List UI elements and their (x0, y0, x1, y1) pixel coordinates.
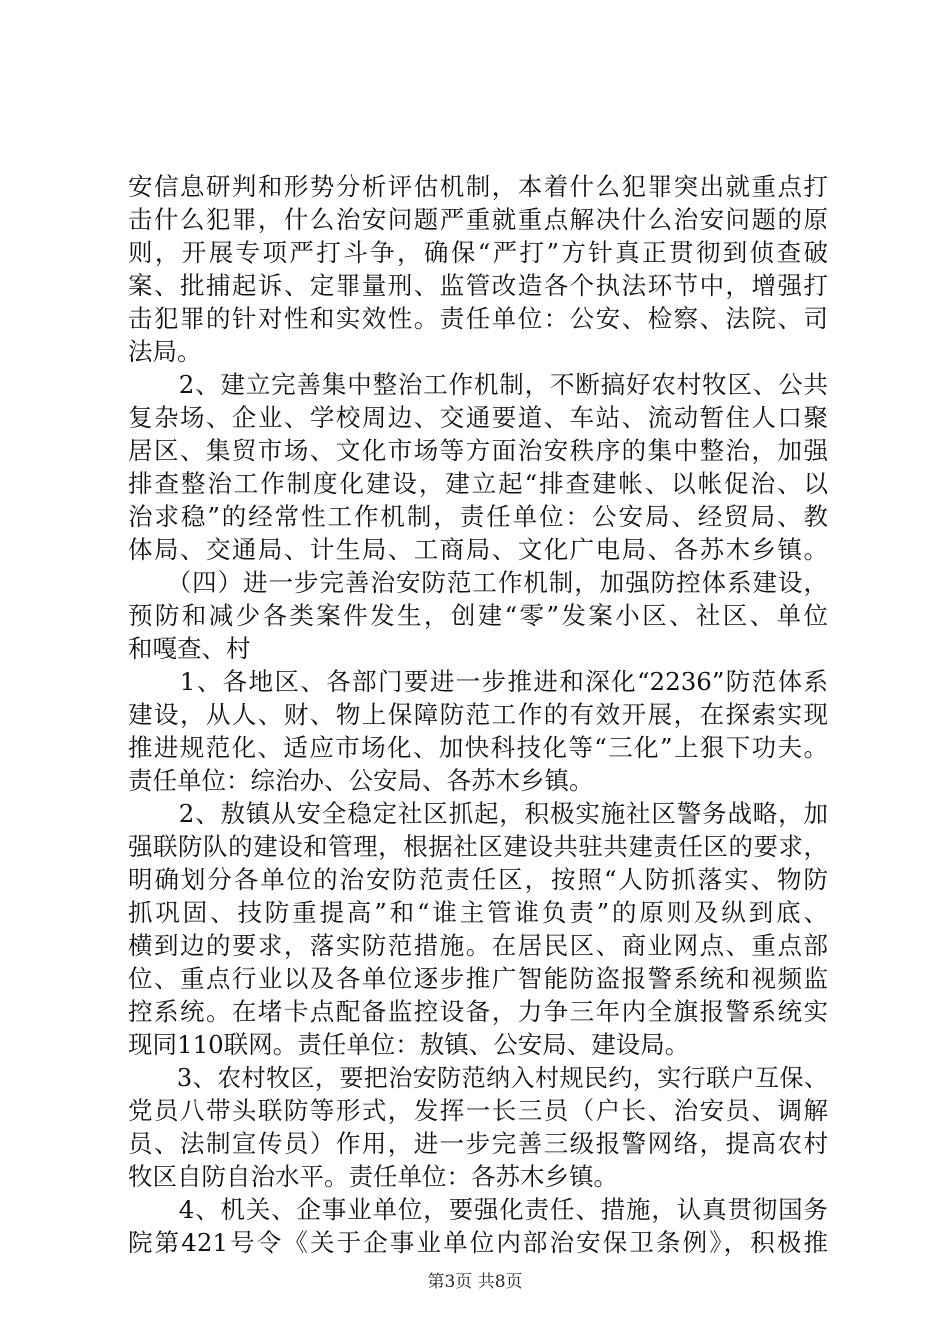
text-line: 责任单位：综治办、公安局、各苏木乡镇。 (128, 766, 594, 795)
text-line: 建设，从人、财、物上保障防范工作的有效开展，在探索实现 (128, 700, 828, 729)
text-line: 居区、集贸市场、文化市场等方面治安秩序的集中整治，加强 (128, 436, 828, 465)
text-line: 横到边的要求，落实防范措施。在居民区、商业网点、重点部 (128, 931, 828, 960)
text-line: 法局。 (128, 337, 202, 366)
text-line: 强联防队的建设和管理，根据社区建设共驻共建责任区的要求， (128, 832, 828, 861)
text-line: 4、机关、企事业单位，要强化责任、措施，认真贯彻国务 (128, 1195, 828, 1224)
text-line: 击犯罪的针对性和实效性。责任单位：公安、检察、法院、司 (128, 304, 828, 333)
text-line: 控系统。在堵卡点配备监控设备，力争三年内全旗报警系统实 (128, 997, 828, 1026)
text-line: 安信息研判和形势分析评估机制，本着什么犯罪突出就重点打 (128, 172, 828, 201)
text-line: 案、批捕起诉、定罪量刑、监管改造各个执法环节中，增强打 (128, 271, 828, 300)
text-line: 和嘎查、村 (128, 634, 251, 663)
text-line: 击什么犯罪，什么治安问题严重就重点解决什么治安问题的原 (128, 205, 828, 234)
text-line: 预防和减少各类案件发生，创建“零”发案小区、社区、单位 (128, 601, 828, 630)
text-line: 位、重点行业以及各单位逐步推广智能防盗报警系统和视频监 (128, 964, 828, 993)
text-line: 则，开展专项严打斗争，确保“严打”方针真正贯彻到侦查破 (128, 238, 828, 267)
text-line: 3、农村牧区，要把治安防范纳入村规民约，实行联户互保、 (128, 1064, 828, 1092)
text-line: 2、敖镇从安全稳定社区抓起，积极实施社区警务战略，加 (128, 799, 828, 828)
text-line: 抓巩固、技防重提高”和“谁主管谁负责”的原则及纵到底、 (128, 898, 828, 927)
text-line: 党员八带头联防等形式，发挥一长三员（户长、治安员、调解 (128, 1096, 828, 1125)
section-heading: （四）进一步完善治安防范工作机制，加强防控体系建设， (128, 568, 828, 597)
text-line: 复杂场、企业、学校周边、交通要道、车站、流动暂住人口聚 (128, 403, 828, 432)
text-line: 排查整治工作制度化建设，建立起“排查建帐、以帐促治、以 (128, 469, 828, 498)
text-line: 员、法制宣传员）作用，进一步完善三级报警网络，提高农村 (128, 1129, 828, 1158)
text-line: 2、建立完善集中整治工作机制，不断搞好农村牧区、公共 (128, 370, 828, 399)
text-line: 治求稳”的经常性工作机制，责任单位：公安局、经贸局、教 (128, 502, 828, 531)
text-line: 院第421号令《关于企事业单位内部治安保卫条例》，积极推 (128, 1228, 828, 1257)
text-line: 牧区自防自治水平。责任单位：各苏木乡镇。 (128, 1162, 618, 1191)
text-line: 现同110联网。责任单位：敖镇、公安局、建设局。 (128, 1030, 690, 1059)
text-line: 推进规范化、适应市场化、加快科技化等“三化”上狠下功夫。 (128, 733, 828, 762)
text-line: 明确划分各单位的治安防范责任区，按照“人防抓落实、物防 (128, 865, 828, 894)
text-line: 体局、交通局、计生局、工商局、文化广电局、各苏木乡镇。 (128, 535, 828, 564)
text-line: 1、各地区、各部门要进一步推进和深化“2236”防范体系 (128, 667, 828, 696)
page-footer: 第3页 共8页 (427, 1272, 523, 1292)
